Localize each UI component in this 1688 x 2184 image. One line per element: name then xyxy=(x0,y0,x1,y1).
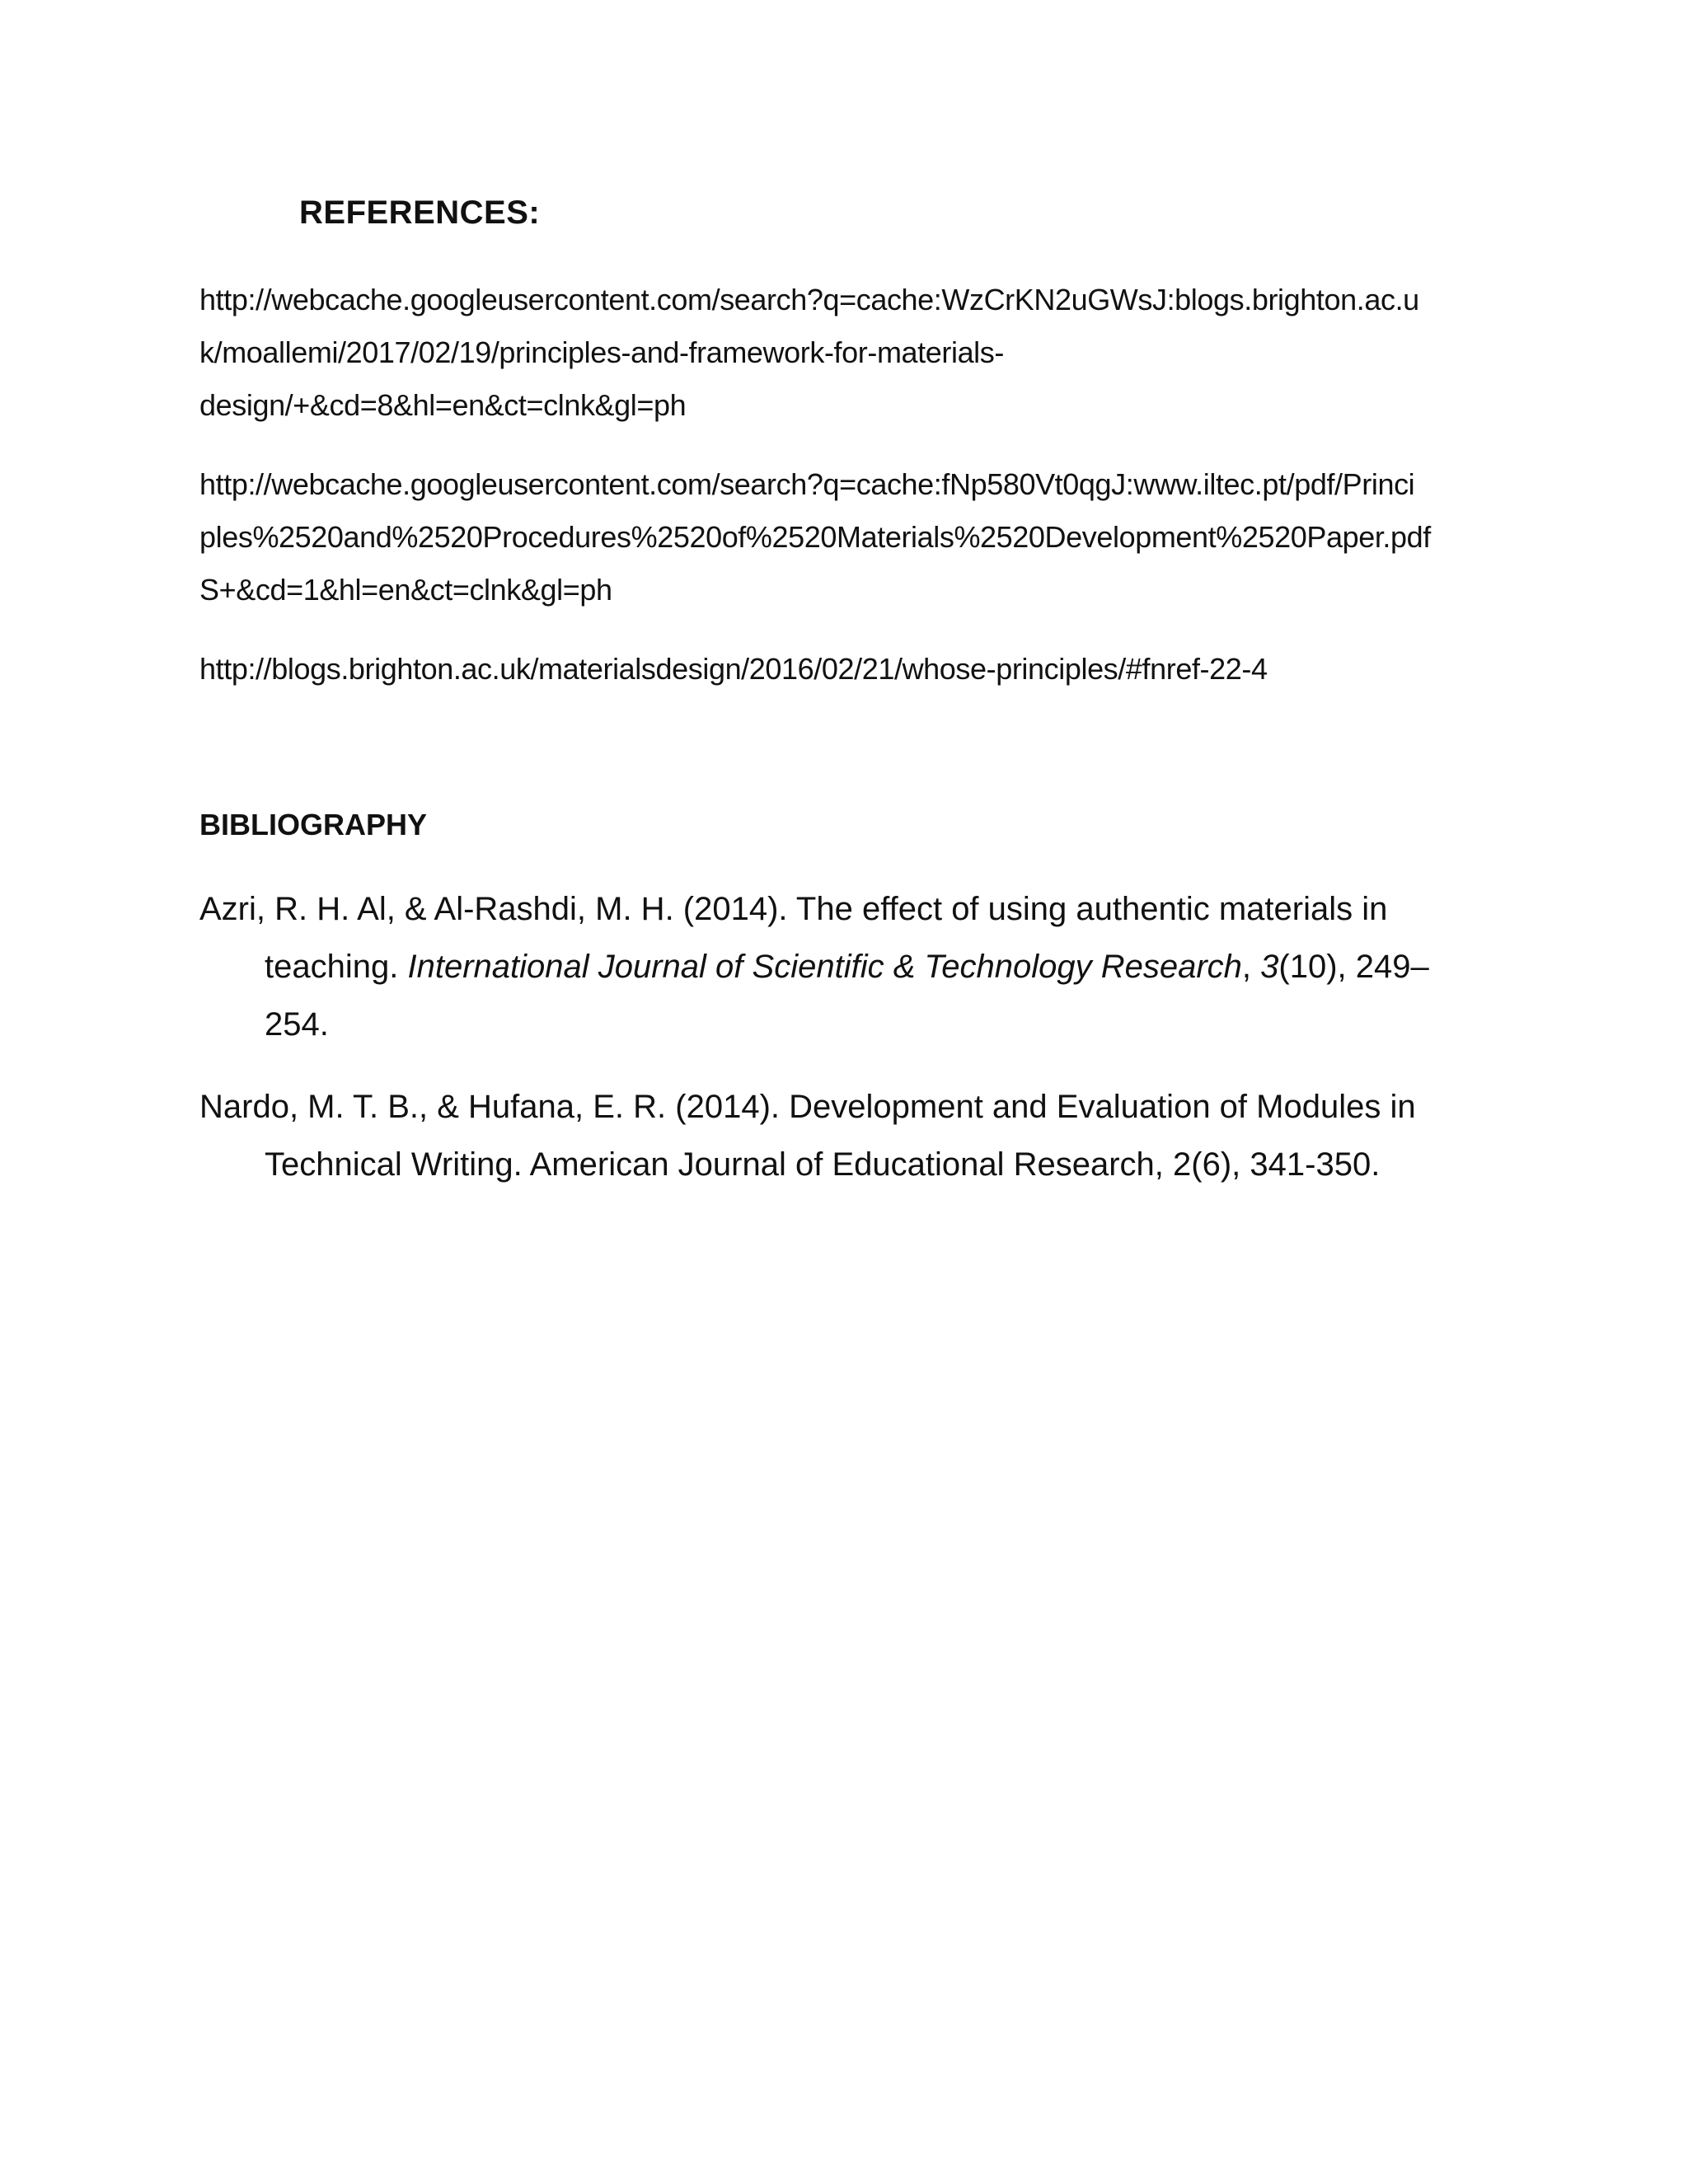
reference-item xyxy=(199,458,1431,616)
bibliography-entry xyxy=(199,1078,1416,1193)
bibliography-entry xyxy=(199,880,1429,1053)
reference-item xyxy=(199,643,1268,696)
references-heading: REFERENCES: xyxy=(299,194,541,231)
reference-line: design/+&cd=8&hl=en&ct=clnk&gl=ph xyxy=(199,388,687,422)
journal-volume: 3 xyxy=(1260,949,1279,985)
bibliography-line: 254. xyxy=(265,1006,329,1043)
bibliography-text: (10), 249– xyxy=(1278,949,1429,985)
reference-line: S+&cd=1&hl=en&ct=clnk&gl=ph xyxy=(199,573,612,607)
bibliography-text: teaching. xyxy=(265,949,408,985)
bibliography-line xyxy=(199,938,1429,996)
journal-title: International Journal of Scientific & Technology Research xyxy=(407,949,1242,985)
reference-line: ples%2520and%2520Procedures%2520of%2520Materials%2520Development%2520Paper.pdf xyxy=(199,520,1431,554)
reference-line: http://webcache.googleusercontent.com/search?q=cache:WzCrKN2uGWsJ:blogs.brighton.ac.u xyxy=(199,283,1419,316)
bibliography-text: , xyxy=(1241,949,1261,985)
reference-line: http://blogs.brighton.ac.uk/materialsdesign/2016/02/21/whose-principles/#fnref-22-4 xyxy=(199,652,1268,686)
bibliography-line: Nardo, M. T. B., & Hufana, E. R. (2014). Development and Evaluation of Modules in xyxy=(199,1089,1416,1125)
bibliography-heading: BIBLIOGRAPHY xyxy=(199,808,428,841)
reference-item xyxy=(199,274,1419,432)
bibliography-line: Technical Writing. American Journal of Educational Research, 2(6), 341-350. xyxy=(265,1146,1381,1183)
reference-line: http://webcache.googleusercontent.com/search?q=cache:fNp580Vt0qgJ:www.iltec.pt/pdf/Princi xyxy=(199,467,1415,501)
reference-line: k/moallemi/2017/02/19/principles-and-framework-for-materials- xyxy=(199,335,1004,369)
bibliography-line: Azri, R. H. Al, & Al-Rashdi, M. H. (2014). The effect of using authentic materials in xyxy=(199,891,1388,927)
